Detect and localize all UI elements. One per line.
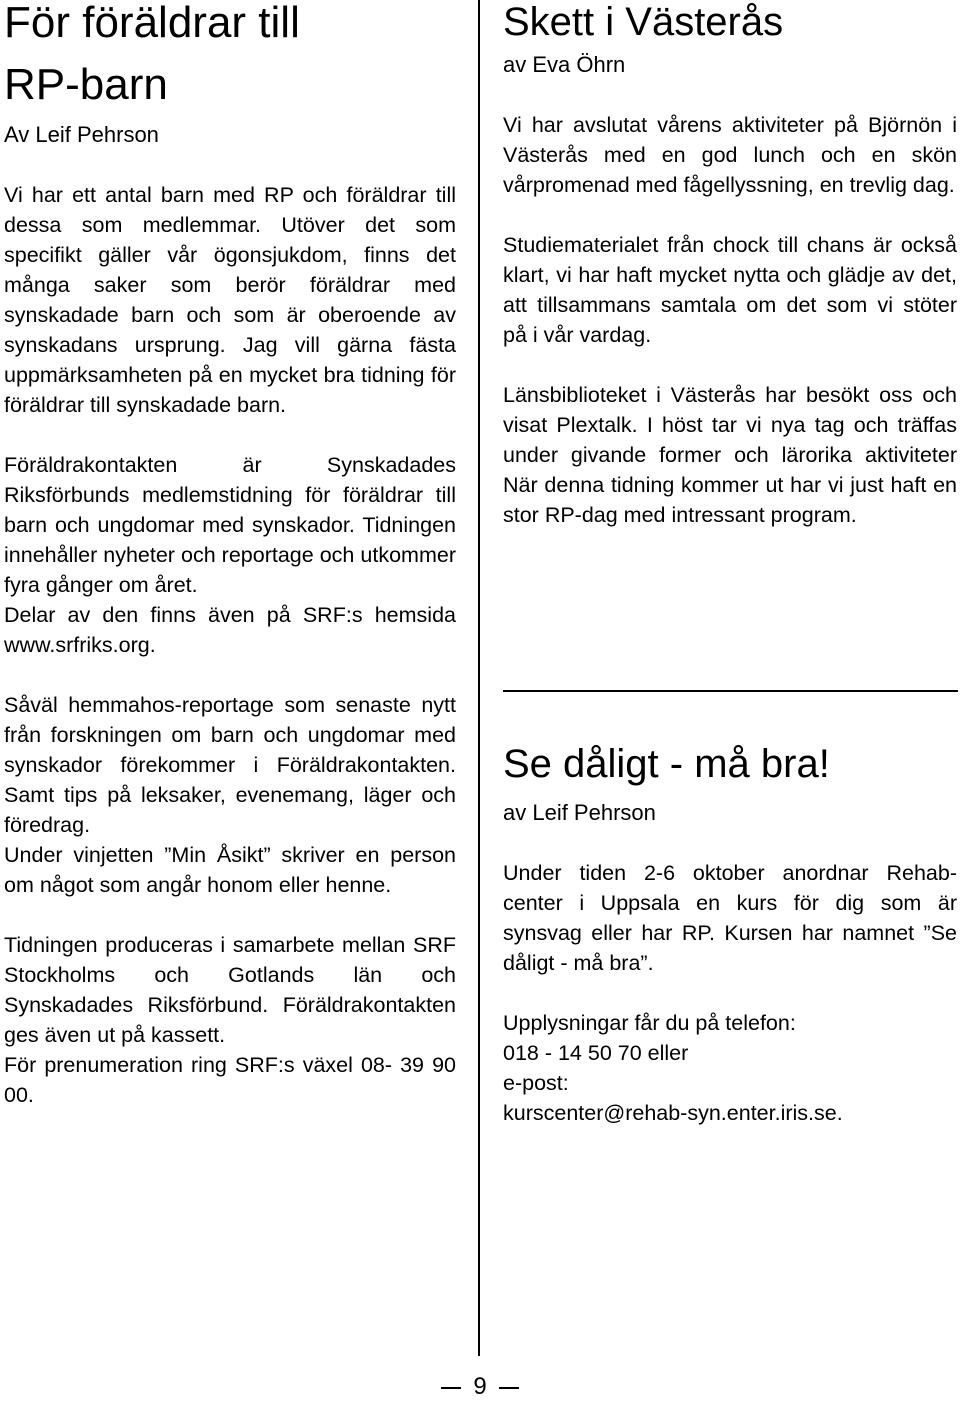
article-title-line1: För föräldrar till bbox=[4, 0, 300, 47]
article-title: Skett i Västerås bbox=[503, 0, 784, 44]
article-byline: av Eva Öhrn bbox=[503, 52, 626, 77]
column-divider bbox=[478, 0, 480, 1356]
right-articles bbox=[503, 0, 957, 530]
page-number bbox=[0, 1372, 960, 1402]
paragraph: Under tiden 2-6 oktober anordnar Rehab-center i Uppsala en kurs för dig som är synsvag eller har RP. Kursen har namnet ”Se dåligt - må bra”. bbox=[503, 861, 957, 975]
section-divider bbox=[503, 690, 958, 692]
article-title: Se dåligt - må bra! bbox=[503, 742, 830, 786]
article-byline: av Leif Pehrson bbox=[503, 800, 656, 825]
article-byline: Av Leif Pehrson bbox=[4, 122, 159, 147]
left-article bbox=[4, 0, 456, 1110]
paragraph: Studiematerialet från chock till chans är också klart, vi har haft mycket nytta och glädje av det, att tillsammans samtala om det som vi stöter på i vår vardag. bbox=[503, 233, 957, 347]
contact-email-label: e-post: bbox=[503, 1071, 569, 1095]
contact-email: kurscenter@rehab-syn.enter.iris.se. bbox=[503, 1101, 843, 1125]
paragraph: För prenumeration ring SRF:s växel 08- 39 90 00. bbox=[4, 1053, 456, 1107]
dash-left bbox=[441, 1387, 461, 1389]
paragraph: Vi har ett antal barn med RP och föräldrar till dessa som medlemmar. Utöver det som specifikt gäller vår ögonsjukdom, finns det många saker som berör föräldrar med synskadade barn och som är oberoende av synskadans ursprung. Jag vill gärna fästa uppmärksamheten på en mycket bra tidning för föräldrar till synskadade barn. bbox=[4, 183, 456, 417]
right-article-2 bbox=[503, 742, 957, 1128]
article-title-line2: RP-barn bbox=[4, 60, 168, 109]
dash-right bbox=[499, 1387, 519, 1389]
paragraph: Såväl hemmahos-reportage som senaste nytt från forskningen om barn och ungdomar med synskador förekommer i Föräldrakontakten. Samt tips på leksaker, evenemang, läger och föredrag. bbox=[4, 693, 456, 837]
page-number-value: 9 bbox=[473, 1373, 487, 1400]
paragraph: Vi har avslutat vårens aktiviteter på Björnön i Västerås med en god lunch och en skön vårpromenad med fågellyssning, en trevlig dag. bbox=[503, 113, 957, 197]
contact-label: Upplysningar får du på telefon: bbox=[503, 1011, 796, 1035]
paragraph: Delar av den finns även på SRF:s hemsida www.srfriks.org. bbox=[4, 603, 456, 657]
paragraph: Föräldrakontakten är Synskadades Riksförbunds medlemstidning för föräldrar till barn och ungdomar med synskador. Tidningen innehåller nyheter och reportage och utkommer fyra gånger om året. bbox=[4, 453, 456, 597]
paragraph: Tidningen produceras i samarbete mellan SRF Stockholms och Gotlands län och Synskadades Riksförbund. Föräldrakontakten ges även ut på kassett. bbox=[4, 933, 456, 1047]
contact-phone: 018 - 14 50 70 eller bbox=[503, 1041, 689, 1065]
article-title bbox=[4, 0, 456, 116]
paragraph: Länsbiblioteket i Västerås har besökt oss och visat Plextalk. I höst tar vi nya tag och träffas under givande former och lärorika aktiviteter När denna tidning kommer ut har vi just haft en stor RP-dag med intressant program. bbox=[503, 383, 957, 527]
paragraph: Under vinjetten ”Min Åsikt” skriver en person om något som angår honom eller henne. bbox=[4, 843, 456, 897]
